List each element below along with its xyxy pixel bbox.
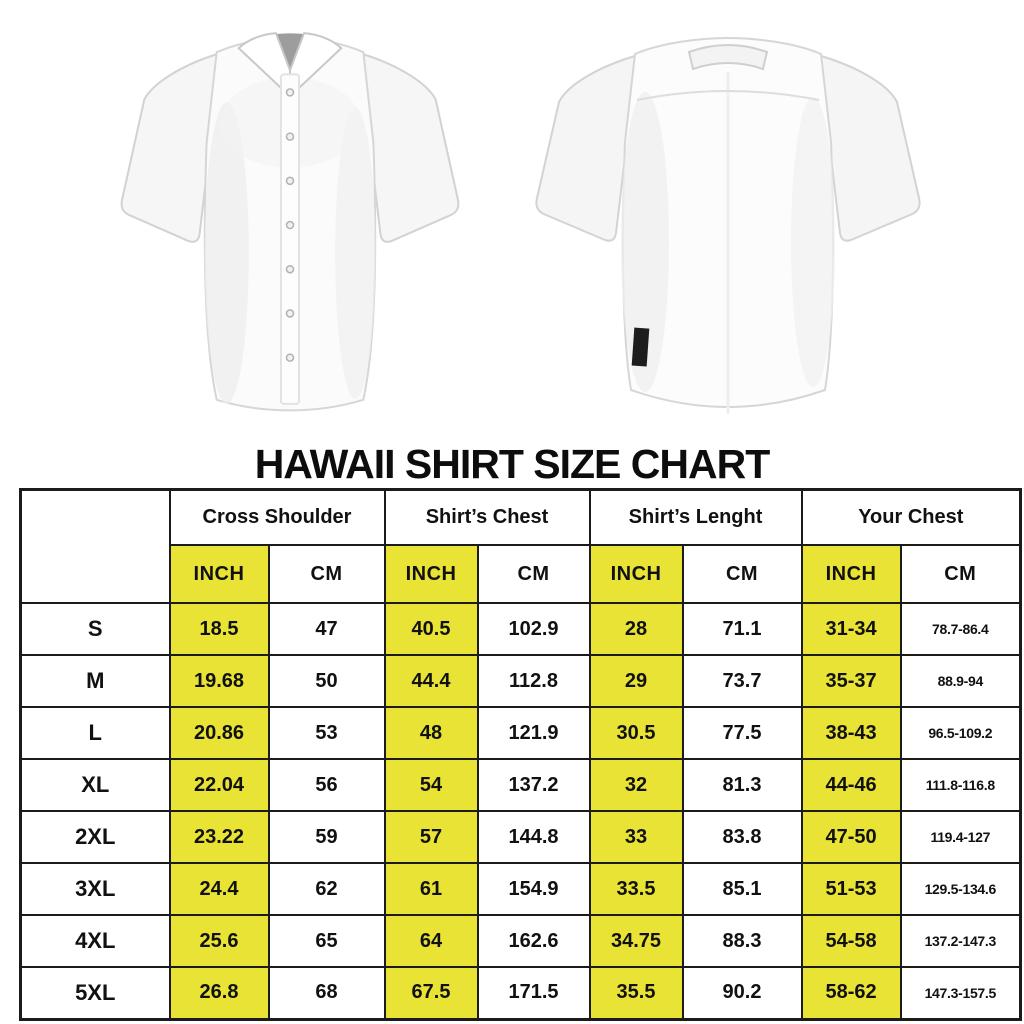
measurement-cell: 90.2 bbox=[683, 967, 802, 1019]
measurement-cell: 137.2-147.3 bbox=[901, 915, 1021, 967]
measurement-cell: 162.6 bbox=[478, 915, 590, 967]
measurement-cell: 25.6 bbox=[170, 915, 269, 967]
measurement-cell: 171.5 bbox=[478, 967, 590, 1019]
back-left-sleeve bbox=[536, 56, 635, 241]
measurement-cell: 57 bbox=[385, 811, 478, 863]
unit-header-cm: CM bbox=[478, 545, 590, 603]
front-shirt-image bbox=[104, 2, 476, 440]
measurement-cell: 34.75 bbox=[590, 915, 683, 967]
front-left-sleeve bbox=[122, 54, 217, 242]
unit-header-cm: CM bbox=[269, 545, 385, 603]
size-label: 2XL bbox=[21, 811, 170, 863]
size-label: 3XL bbox=[21, 863, 170, 915]
measurement-cell: 38-43 bbox=[802, 707, 901, 759]
table-row-l bbox=[21, 707, 1021, 759]
measurement-cell: 111.8-116.8 bbox=[901, 759, 1021, 811]
measurement-cell: 31-34 bbox=[802, 603, 901, 655]
column-group-cross-shoulder: Cross Shoulder bbox=[170, 490, 385, 546]
measurement-cell: 112.8 bbox=[478, 655, 590, 707]
size-label: S bbox=[21, 603, 170, 655]
measurement-cell: 56 bbox=[269, 759, 385, 811]
measurement-cell: 54-58 bbox=[802, 915, 901, 967]
column-group-shirts-chest: Shirt’s Chest bbox=[385, 490, 590, 546]
measurement-cell: 88.3 bbox=[683, 915, 802, 967]
measurement-cell: 78.7-86.4 bbox=[901, 603, 1021, 655]
measurement-cell: 26.8 bbox=[170, 967, 269, 1019]
measurement-cell: 33.5 bbox=[590, 863, 683, 915]
measurement-cell: 147.3-157.5 bbox=[901, 967, 1021, 1019]
unit-header-cm: CM bbox=[901, 545, 1021, 603]
shirt-photos bbox=[0, 0, 1024, 442]
measurement-cell: 154.9 bbox=[478, 863, 590, 915]
page-title: HAWAII SHIRT SIZE CHART bbox=[254, 441, 770, 487]
measurement-cell: 88.9-94 bbox=[901, 655, 1021, 707]
measurement-cell: 54 bbox=[385, 759, 478, 811]
measurement-cell: 61 bbox=[385, 863, 478, 915]
table-row-5xl bbox=[21, 967, 1021, 1019]
measurement-cell: 47-50 bbox=[802, 811, 901, 863]
front-right-sleeve bbox=[363, 54, 458, 242]
measurement-cell: 81.3 bbox=[683, 759, 802, 811]
measurement-cell: 44.4 bbox=[385, 655, 478, 707]
measurement-cell: 50 bbox=[269, 655, 385, 707]
measurement-cell: 33 bbox=[590, 811, 683, 863]
measurement-cell: 62 bbox=[269, 863, 385, 915]
measurement-cell: 83.8 bbox=[683, 811, 802, 863]
unit-header-row bbox=[21, 545, 1021, 603]
table-row-xl bbox=[21, 759, 1021, 811]
measurement-cell: 44-46 bbox=[802, 759, 901, 811]
measurement-cell: 59 bbox=[269, 811, 385, 863]
measurement-cell: 144.8 bbox=[478, 811, 590, 863]
size-label: 5XL bbox=[21, 967, 170, 1019]
measurement-cell: 32 bbox=[590, 759, 683, 811]
measurement-cell: 28 bbox=[590, 603, 683, 655]
measurement-cell: 64 bbox=[385, 915, 478, 967]
measurement-cell: 29 bbox=[590, 655, 683, 707]
shirt-tag bbox=[632, 328, 650, 367]
measurement-cell: 47 bbox=[269, 603, 385, 655]
measurement-cell: 102.9 bbox=[478, 603, 590, 655]
table-row-4xl bbox=[21, 915, 1021, 967]
measurement-cell: 77.5 bbox=[683, 707, 802, 759]
measurement-cell: 53 bbox=[269, 707, 385, 759]
measurement-cell: 48 bbox=[385, 707, 478, 759]
measurement-cell: 35.5 bbox=[590, 967, 683, 1019]
measurement-cell: 85.1 bbox=[683, 863, 802, 915]
measurement-cell: 67.5 bbox=[385, 967, 478, 1019]
measurement-cell: 35-37 bbox=[802, 655, 901, 707]
measurement-cell: 19.68 bbox=[170, 655, 269, 707]
measurement-cell: 18.5 bbox=[170, 603, 269, 655]
column-group-shirts-length: Shirt’s Lenght bbox=[590, 490, 802, 546]
measurement-cell: 73.7 bbox=[683, 655, 802, 707]
back-shade-right bbox=[791, 97, 835, 387]
measurement-cell: 68 bbox=[269, 967, 385, 1019]
size-label: M bbox=[21, 655, 170, 707]
unit-header-inch: INCH bbox=[802, 545, 901, 603]
size-label: XL bbox=[21, 759, 170, 811]
measurement-cell: 65 bbox=[269, 915, 385, 967]
measurement-cell: 40.5 bbox=[385, 603, 478, 655]
measurement-cell: 121.9 bbox=[478, 707, 590, 759]
measurement-cell: 30.5 bbox=[590, 707, 683, 759]
measurement-cell: 51-53 bbox=[802, 863, 901, 915]
table-row-3xl bbox=[21, 863, 1021, 915]
group-header-row bbox=[21, 490, 1021, 546]
measurement-cell: 96.5-109.2 bbox=[901, 707, 1021, 759]
unit-header-inch: INCH bbox=[170, 545, 269, 603]
measurement-cell: 71.1 bbox=[683, 603, 802, 655]
unit-header-inch: INCH bbox=[590, 545, 683, 603]
measurement-cell: 22.04 bbox=[170, 759, 269, 811]
table-row-s bbox=[21, 603, 1021, 655]
back-right-sleeve bbox=[821, 56, 920, 241]
size-label: L bbox=[21, 707, 170, 759]
table-row-2xl bbox=[21, 811, 1021, 863]
table-row-m bbox=[21, 655, 1021, 707]
size-column-header bbox=[21, 490, 170, 604]
measurement-cell: 23.22 bbox=[170, 811, 269, 863]
size-label: 4XL bbox=[21, 915, 170, 967]
measurement-cell: 24.4 bbox=[170, 863, 269, 915]
measurement-cell: 129.5-134.6 bbox=[901, 863, 1021, 915]
unit-header-cm: CM bbox=[683, 545, 802, 603]
back-shirt-image bbox=[512, 12, 944, 432]
size-table bbox=[19, 488, 1022, 1021]
measurement-cell: 58-62 bbox=[802, 967, 901, 1019]
measurement-cell: 119.4-127 bbox=[901, 811, 1021, 863]
column-group-your-chest: Your Chest bbox=[802, 490, 1021, 546]
measurement-cell: 20.86 bbox=[170, 707, 269, 759]
measurement-cell: 137.2 bbox=[478, 759, 590, 811]
unit-header-inch: INCH bbox=[385, 545, 478, 603]
